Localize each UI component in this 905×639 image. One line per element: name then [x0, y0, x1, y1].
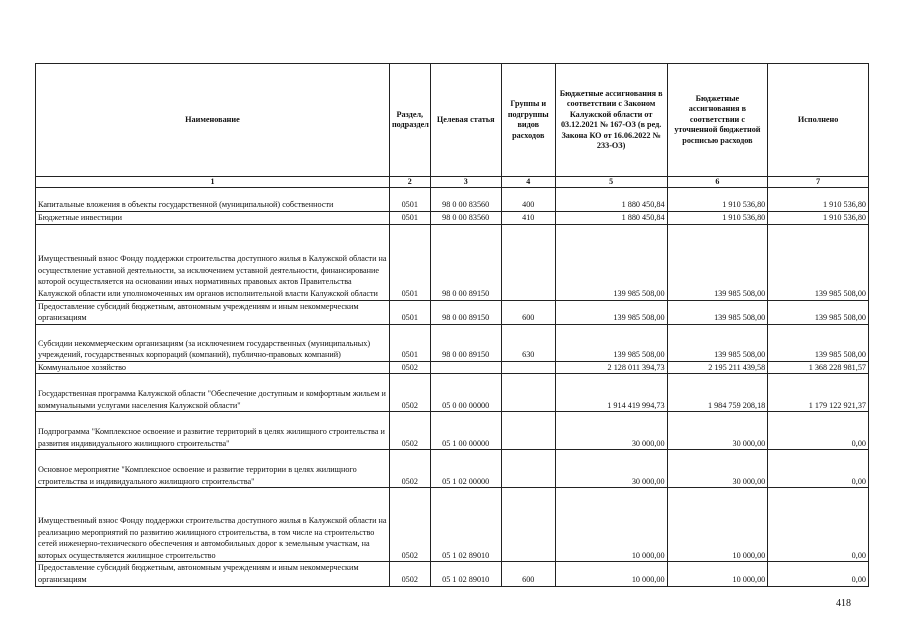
row-value-law: 139 985 508,00 — [555, 224, 667, 300]
col-header-assign-law: Бюджетные ассигнования в соответствии с Законом Калужской области от 03.12.2021 № 167-ОЗ (в ред. Закона КО от 16.06.2022 № 233-ОЗ) — [555, 64, 667, 177]
row-value-updated: 10 000,00 — [667, 488, 768, 562]
row-group: 600 — [501, 562, 555, 586]
table-row — [36, 374, 869, 412]
row-value-law: 139 985 508,00 — [555, 324, 667, 361]
table-row — [36, 212, 869, 225]
header-row — [36, 64, 869, 177]
row-group — [501, 412, 555, 450]
row-section: 0502 — [389, 488, 430, 562]
row-value-law: 10 000,00 — [555, 562, 667, 586]
row-section: 0502 — [389, 562, 430, 586]
col-number: 7 — [768, 177, 869, 188]
row-value-law: 1 880 450,84 — [555, 212, 667, 225]
row-value-executed: 0,00 — [768, 488, 869, 562]
row-group: 600 — [501, 300, 555, 324]
row-value-updated: 139 985 508,00 — [667, 324, 768, 361]
row-target: 05 1 02 89010 — [430, 562, 501, 586]
col-header-assign-updated: Бюджетные ассигнования в соответствии с уточненной бюджетной росписью расходов — [667, 64, 768, 177]
row-section: 0502 — [389, 361, 430, 374]
row-section: 0501 — [389, 212, 430, 225]
row-section: 0501 — [389, 188, 430, 212]
table-row — [36, 188, 869, 212]
row-name: Предоставление субсидий бюджетным, автономным учреждениям и иным некоммерческим организациям — [36, 300, 390, 324]
table-row — [36, 412, 869, 450]
row-value-updated: 139 985 508,00 — [667, 300, 768, 324]
row-group: 410 — [501, 212, 555, 225]
col-header-groups: Группы и подгруппы видов расходов — [501, 64, 555, 177]
row-value-updated: 2 195 211 439,58 — [667, 361, 768, 374]
row-target: 98 0 00 89150 — [430, 300, 501, 324]
row-value-updated: 1 984 759 208,18 — [667, 374, 768, 412]
row-value-executed: 1 910 536,80 — [768, 212, 869, 225]
col-header-name: Наименование — [36, 64, 390, 177]
table-row — [36, 488, 869, 562]
col-number: 6 — [667, 177, 768, 188]
row-group — [501, 224, 555, 300]
page-number: 418 — [836, 598, 851, 609]
row-value-law: 30 000,00 — [555, 412, 667, 450]
col-header-executed: Исполнено — [768, 64, 869, 177]
column-number-row — [36, 177, 869, 188]
row-section: 0501 — [389, 300, 430, 324]
row-group — [501, 361, 555, 374]
row-section: 0501 — [389, 324, 430, 361]
row-name: Бюджетные инвестиции — [36, 212, 390, 225]
row-value-executed: 0,00 — [768, 412, 869, 450]
row-target — [430, 361, 501, 374]
table-row — [36, 562, 869, 586]
table-row — [36, 300, 869, 324]
row-value-executed: 1 179 122 921,37 — [768, 374, 869, 412]
row-group: 400 — [501, 188, 555, 212]
row-value-law: 1 880 450,84 — [555, 188, 667, 212]
row-name: Государственная программа Калужской области "Обеспечение доступным и комфортным жильем и коммунальными услугами населения Калужской области" — [36, 374, 390, 412]
col-header-section: Раздел, подраздел — [389, 64, 430, 177]
row-target: 98 0 00 89150 — [430, 224, 501, 300]
col-number: 2 — [389, 177, 430, 188]
table-row — [36, 224, 869, 300]
row-value-executed: 139 985 508,00 — [768, 324, 869, 361]
row-value-executed: 0,00 — [768, 450, 869, 488]
row-target: 05 1 00 00000 — [430, 412, 501, 450]
row-target: 98 0 00 83560 — [430, 188, 501, 212]
row-value-law: 30 000,00 — [555, 450, 667, 488]
col-number: 4 — [501, 177, 555, 188]
row-group — [501, 450, 555, 488]
row-value-executed: 139 985 508,00 — [768, 224, 869, 300]
col-number: 5 — [555, 177, 667, 188]
row-target: 05 1 02 00000 — [430, 450, 501, 488]
row-value-law: 10 000,00 — [555, 488, 667, 562]
row-target: 98 0 00 89150 — [430, 324, 501, 361]
row-target: 05 1 02 89010 — [430, 488, 501, 562]
row-section: 0501 — [389, 224, 430, 300]
row-name: Подпрограмма "Комплексное освоение и развитие территорий в целях жилищного строительства и развития индивидуального жилищного строительства" — [36, 412, 390, 450]
row-value-executed: 1 910 536,80 — [768, 188, 869, 212]
table-row — [36, 361, 869, 374]
row-value-updated: 30 000,00 — [667, 450, 768, 488]
row-name: Коммунальное хозяйство — [36, 361, 390, 374]
col-header-target: Целевая статья — [430, 64, 501, 177]
row-value-executed: 139 985 508,00 — [768, 300, 869, 324]
row-value-updated: 30 000,00 — [667, 412, 768, 450]
row-group — [501, 488, 555, 562]
row-value-updated: 1 910 536,80 — [667, 188, 768, 212]
row-section: 0502 — [389, 374, 430, 412]
row-name: Предоставление субсидий бюджетным, автономным учреждениям и иным некоммерческим организациям — [36, 562, 390, 586]
row-name: Субсидии некоммерческим организациям (за исключением государственных (муниципальных) учреждений, государственных корпораций (компаний), публично-правовых компаний) — [36, 324, 390, 361]
row-name: Основное мероприятие "Комплексное освоение и развитие территории в целях жилищного строительства и индивидуального жилищного строительства" — [36, 450, 390, 488]
row-value-law: 139 985 508,00 — [555, 300, 667, 324]
row-section: 0502 — [389, 450, 430, 488]
row-name: Имущественный взнос Фонду поддержки строительства доступного жилья в Калужской области на реализацию мероприятий по развитию жилищного строительства, в том числе на строительство сетей инженерно-технического обеспечения и автомобильных дорог к земельным участкам, на которых осуществляется жилищное строительство — [36, 488, 390, 562]
row-group: 630 — [501, 324, 555, 361]
row-value-updated: 10 000,00 — [667, 562, 768, 586]
row-group — [501, 374, 555, 412]
row-value-updated: 1 910 536,80 — [667, 212, 768, 225]
row-value-law: 2 128 011 394,73 — [555, 361, 667, 374]
table-row — [36, 450, 869, 488]
row-target: 98 0 00 83560 — [430, 212, 501, 225]
row-value-executed: 0,00 — [768, 562, 869, 586]
row-section: 0502 — [389, 412, 430, 450]
col-number: 1 — [36, 177, 390, 188]
table-row — [36, 324, 869, 361]
row-name: Имущественный взнос Фонду поддержки строительства доступного жилья в Калужской области на осуществление уставной деятельности, за исключением уставной деятельности, финансирование которой осуществляется на основании иных нормативных правовых актов Правительства Калужской области или уполномоченных им органов исполнительной власти Калужской области — [36, 224, 390, 300]
row-name: Капитальные вложения в объекты государственной (муниципальной) собственности — [36, 188, 390, 212]
row-value-executed: 1 368 228 981,57 — [768, 361, 869, 374]
row-value-updated: 139 985 508,00 — [667, 224, 768, 300]
row-target: 05 0 00 00000 — [430, 374, 501, 412]
col-number: 3 — [430, 177, 501, 188]
row-value-law: 1 914 419 994,73 — [555, 374, 667, 412]
budget-table — [35, 63, 869, 587]
